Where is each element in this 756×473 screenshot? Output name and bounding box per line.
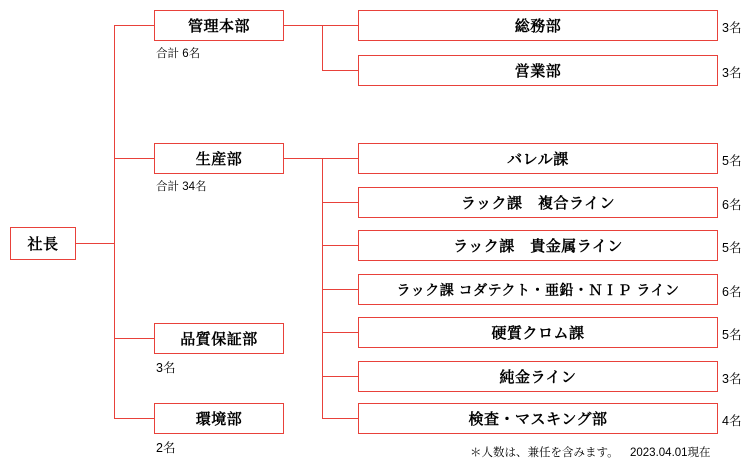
connector-div-1-child-1 xyxy=(322,202,358,203)
node-division-3[interactable] xyxy=(154,403,284,434)
connector-div-1-child-5 xyxy=(322,376,358,377)
footnote: ＊人数は、兼任を含みます。 xyxy=(470,447,619,459)
node-division-1-child-3[interactable] xyxy=(358,274,718,305)
node-division-0-label: 管理本部 xyxy=(187,18,250,35)
node-division-3-label: 環境部 xyxy=(195,411,243,428)
node-division-3-child-0[interactable] xyxy=(358,403,718,434)
node-division-1[interactable] xyxy=(154,143,284,174)
count-division-1-child-2: 5名 xyxy=(722,241,742,255)
count-division-1-child-4: 5名 xyxy=(722,328,742,342)
count-division-1-child-1: 6名 xyxy=(722,198,742,212)
node-division-0-child-1[interactable] xyxy=(358,55,718,86)
node-division-0-child-0[interactable] xyxy=(358,10,718,41)
node-division-3-child-0-label: 検査・マスキング部 xyxy=(468,411,608,428)
node-division-1-child-1[interactable] xyxy=(358,187,718,218)
node-division-0-child-1-label: 営業部 xyxy=(514,63,562,80)
node-division-1-child-4[interactable] xyxy=(358,317,718,348)
node-division-0-child-0-label: 総務部 xyxy=(514,18,562,35)
node-root[interactable] xyxy=(10,227,76,260)
count-division-3-child-0: 4名 xyxy=(722,414,742,428)
connector-div-1-child-2 xyxy=(322,245,358,246)
node-division-1-child-5[interactable] xyxy=(358,361,718,392)
node-division-1-child-2-label: ラック課 貴金属ライン xyxy=(453,238,623,255)
node-division-0[interactable] xyxy=(154,10,284,41)
connector-spine-to-div-0 xyxy=(114,25,154,26)
connector-div-0-child-1 xyxy=(322,70,358,71)
connector-div-0-spine xyxy=(322,25,323,70)
node-division-1-child-4-label: 硬質クロム課 xyxy=(491,325,585,342)
connector-div-1-child-4 xyxy=(322,332,358,333)
node-division-1-child-0-label: バレル課 xyxy=(507,151,569,168)
node-division-2-label: 品質保証部 xyxy=(180,331,258,348)
count-division-1-child-3: 6名 xyxy=(722,285,742,299)
node-division-1-child-0[interactable] xyxy=(358,143,718,174)
node-division-3-sub: 2名 xyxy=(156,441,176,455)
node-division-1-child-1-label: ラック課 複合ライン xyxy=(460,195,616,212)
node-division-1-child-5-label: 純金ライン xyxy=(499,369,577,386)
connector-spine-to-div-3 xyxy=(114,418,154,419)
connector-div-1-child-3 xyxy=(322,289,358,290)
node-division-0-sub: 合計 6名 xyxy=(156,48,201,60)
node-division-1-child-3-label: ラック課 コダテクト・亜鉛・ＮＩＰ ライン xyxy=(396,281,680,298)
count-division-0-child-0: 3名 xyxy=(722,21,742,35)
node-division-2[interactable] xyxy=(154,323,284,354)
connector-div-1-spine xyxy=(322,158,323,376)
node-division-1-sub: 合計 34名 xyxy=(156,181,207,193)
node-division-1-label: 生産部 xyxy=(195,151,243,168)
node-division-1-child-2[interactable] xyxy=(358,230,718,261)
connector-div-0-out xyxy=(284,25,322,26)
connector-spine-main xyxy=(114,25,115,418)
connector-div-1-child-0 xyxy=(322,158,358,159)
count-division-0-child-1: 3名 xyxy=(722,66,742,80)
node-root-label: 社長 xyxy=(27,236,59,253)
count-division-1-child-5: 3名 xyxy=(722,372,742,386)
connector-spine-to-div-2 xyxy=(114,338,154,339)
connector-div-3-child-0 xyxy=(322,418,358,419)
as-of-date: 2023.04.01現在 xyxy=(630,447,711,459)
connector-div-0-child-0 xyxy=(322,25,358,26)
connector-div-3-spine xyxy=(322,376,323,418)
node-division-2-sub: 3名 xyxy=(156,361,176,375)
connector-div-1-out xyxy=(284,158,322,159)
connector-root-out xyxy=(76,243,114,244)
count-division-1-child-0: 5名 xyxy=(722,154,742,168)
connector-spine-to-div-1 xyxy=(114,158,154,159)
